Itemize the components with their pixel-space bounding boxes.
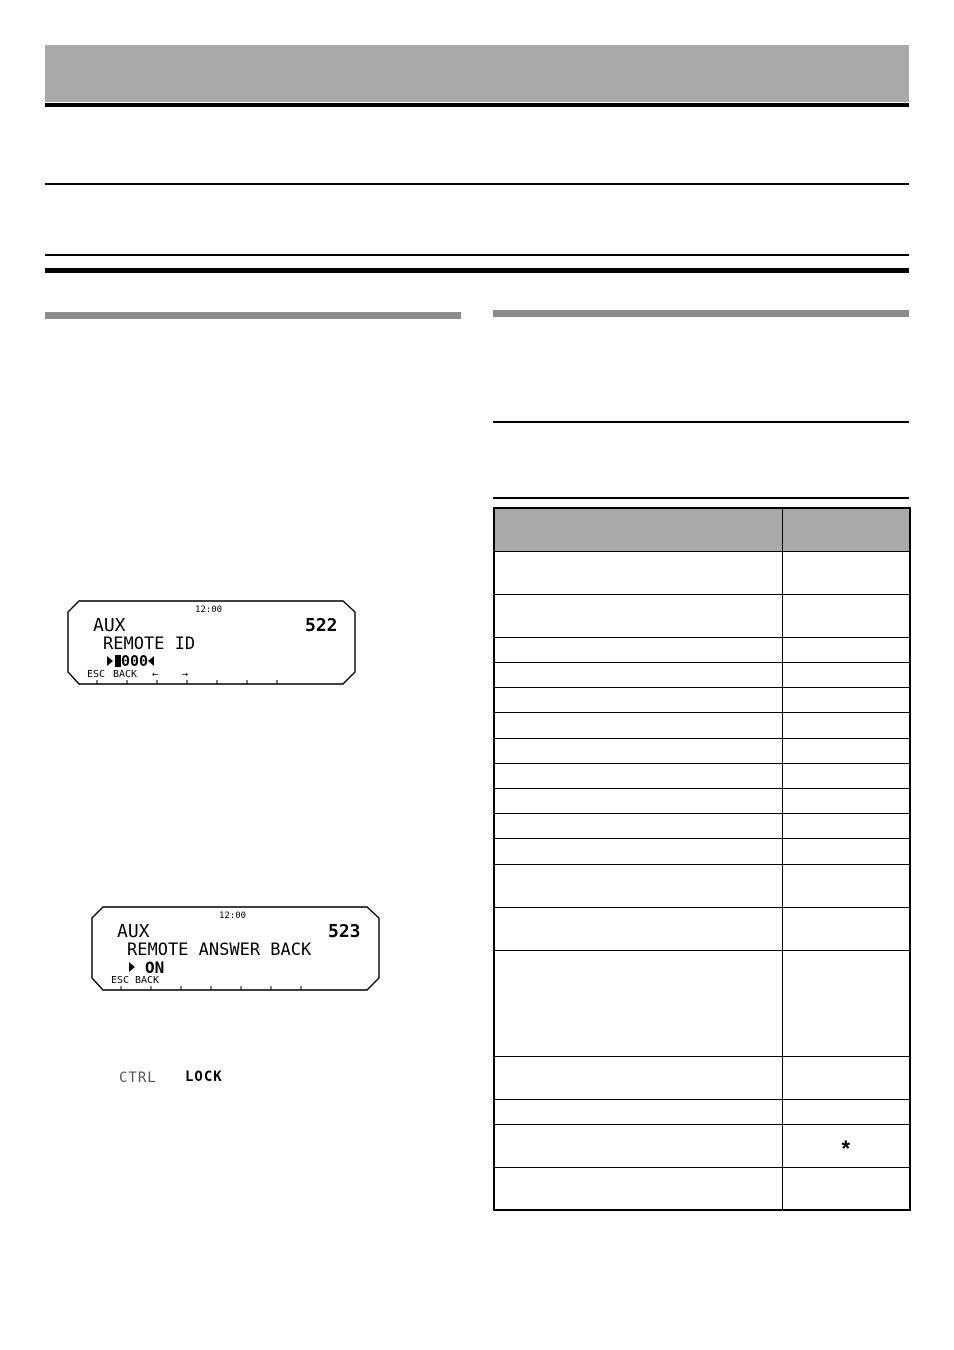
table-row: [494, 551, 910, 594]
lock-key-label: LOCK: [185, 1069, 223, 1085]
section-rule: [45, 268, 909, 273]
softkey-left: ←: [152, 669, 159, 680]
lcd-clock: 12:00: [219, 911, 247, 921]
divider: [45, 254, 909, 256]
table-row: [494, 864, 910, 907]
table-row: [494, 662, 910, 687]
table-row: [494, 788, 910, 813]
command-table: [493, 507, 911, 1211]
lcd-value: ON: [145, 958, 165, 977]
softkey-back: BACK: [113, 669, 138, 680]
lcd-menu-label: AUX: [117, 921, 150, 942]
table-row: [494, 687, 910, 712]
table-row: [494, 637, 910, 662]
divider: [45, 183, 909, 185]
table-row: [494, 1167, 910, 1210]
lcd-menu-label: AUX: [93, 615, 126, 636]
softkey-esc: ESC: [87, 669, 106, 680]
table-row: [494, 1124, 910, 1167]
table-row: [494, 738, 910, 763]
left-section-header-bar: [45, 312, 461, 319]
lcd-display-remote-id: [67, 600, 357, 686]
softkey-esc: ESC: [111, 975, 130, 986]
table-row: [494, 594, 910, 637]
table-row: [494, 838, 910, 864]
header-cell: [782, 508, 910, 551]
subsection-rule: [493, 421, 909, 423]
table-row: [494, 1099, 910, 1124]
ctrl-key-label: CTRL: [119, 1070, 157, 1086]
softkey-back: BACK: [135, 975, 160, 986]
chapter-title-band: [45, 45, 909, 102]
table-row: [494, 1056, 910, 1099]
asterisk-note-mark: *: [841, 1135, 851, 1161]
lcd-clock: 12:00: [195, 605, 223, 615]
lcd-item-label: REMOTE ANSWER BACK: [127, 940, 312, 960]
table-row: [494, 813, 910, 838]
table-row: [494, 950, 910, 1056]
right-section-header-bar: [493, 310, 909, 317]
lcd-menu-number: 523: [328, 921, 361, 942]
softkey-right: →: [182, 669, 189, 680]
table-row: [494, 907, 910, 950]
table-row: [494, 763, 910, 788]
lcd-value: 000: [121, 652, 149, 670]
table-header-row: [494, 508, 910, 551]
header-cell: [494, 508, 782, 551]
table-row: [494, 712, 910, 738]
lcd-item-label: REMOTE ID: [103, 634, 196, 654]
title-underline: [45, 103, 909, 107]
lcd-menu-number: 522: [305, 615, 338, 636]
subsection-rule: [493, 497, 909, 499]
lcd-display-remote-answer-back: [91, 906, 381, 992]
